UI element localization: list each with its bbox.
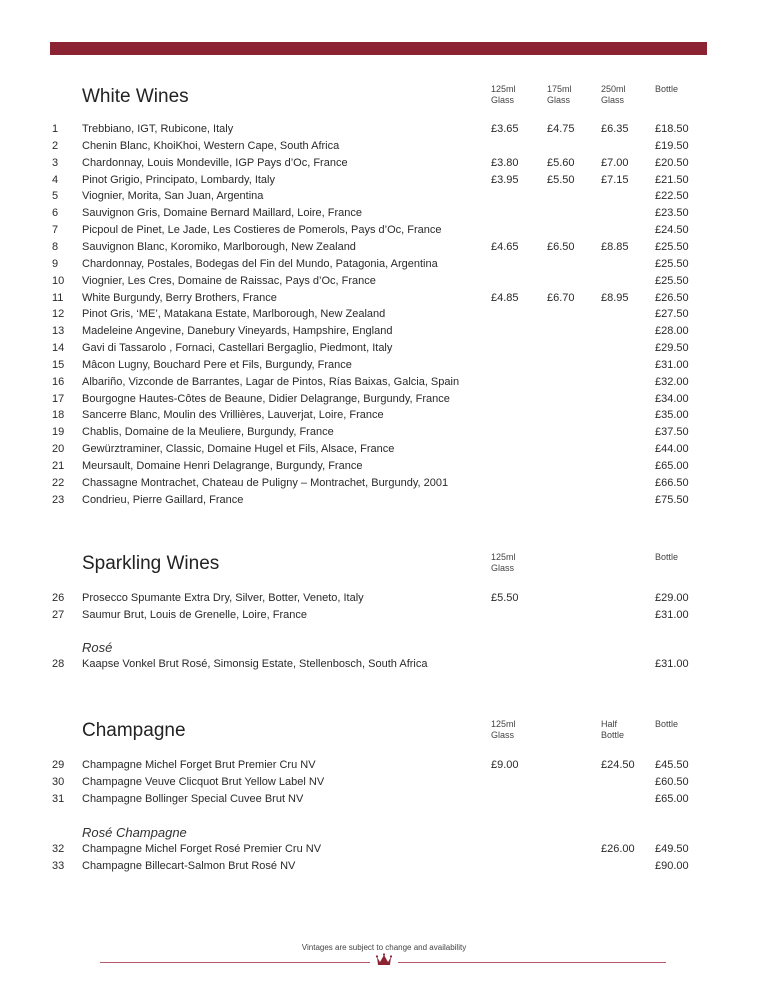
item-number: 16 [52, 375, 65, 388]
price-125ml: £3.80 [491, 156, 519, 169]
champagne-header-bottle: Bottle [655, 719, 679, 729]
item-name: Champagne Michel Forget Rosé Premier Cru NV [82, 843, 322, 855]
item-number: 27 [52, 609, 65, 621]
item-name: Chardonnay, Postales, Bodegas del Fin del Mundo, Patagonia, Argentina [82, 257, 438, 270]
price-bottle: £26.50 [655, 291, 689, 304]
sparkling-header-125: 125ml Glass [491, 552, 516, 573]
item-name: Meursault, Domaine Henri Delagrange, Burgundy, France [82, 460, 363, 472]
item-name: Bourgogne Hautes-Côtes de Beaune, Didier Delagrange, Burgundy, France [82, 392, 450, 405]
item-number: 2 [52, 139, 59, 152]
item-number: 20 [52, 443, 65, 456]
list-item [0, 843, 768, 860]
price-bottle: £49.50 [655, 843, 689, 855]
item-number: 3 [52, 156, 59, 169]
price-bottle: £44.00 [655, 443, 689, 456]
price-175ml: £5.60 [547, 156, 575, 169]
price-bottle: £65.00 [655, 793, 689, 805]
item-name: Gavi di Tassarolo , Fornaci, Castellari Bergaglio, Piedmont, Italy [82, 342, 393, 355]
sparkling-rose-subheading: Rosé [82, 640, 113, 655]
price-bottle: £23.50 [655, 207, 689, 220]
item-number: 14 [52, 342, 65, 355]
champagne-header-half: Half Bottle [601, 719, 625, 740]
list-item [0, 123, 768, 140]
item-name: Prosecco Spumante Extra Dry, Silver, Botter, Veneto, Italy [82, 592, 364, 604]
white-header-175: 175ml Glass [547, 84, 572, 105]
footer-note: Vintages are subject to change and availability [301, 943, 467, 952]
rose-champagne-subheading: Rosé Champagne [82, 825, 187, 840]
item-number: 4 [52, 173, 59, 186]
item-number: 30 [52, 776, 65, 788]
price-250ml: £8.85 [601, 240, 629, 253]
list-item [0, 426, 768, 443]
item-number: 33 [52, 860, 65, 872]
price-bottle: £18.50 [655, 123, 689, 135]
list-item [0, 860, 768, 877]
price-bottle: £25.50 [655, 240, 689, 253]
item-name: Kaapse Vonkel Brut Rosé, Simonsig Estate, Stellenbosch, South Africa [82, 658, 428, 670]
price-bottle: £75.50 [655, 493, 689, 506]
sparkling-wines-title: Sparkling Wines [82, 553, 220, 574]
price-bottle: £31.00 [655, 358, 689, 371]
footer-divider-right [398, 962, 666, 963]
price-175ml: £6.70 [547, 291, 575, 304]
item-number: 6 [52, 207, 59, 220]
price-125ml: £4.85 [491, 291, 519, 304]
item-number: 10 [52, 274, 65, 287]
crown-icon [376, 953, 392, 967]
list-item [0, 793, 768, 810]
list-item [0, 393, 768, 410]
item-name: Pinot Grigio, Principato, Lombardy, Italy [82, 173, 275, 186]
item-name: Chablis, Domaine de la Meuliere, Burgundy, France [82, 426, 334, 439]
white-header-125: 125ml Glass [491, 84, 516, 105]
white-wines-title: White Wines [82, 86, 189, 107]
price-bottle: £27.50 [655, 308, 689, 321]
item-name: Chenin Blanc, KhoiKhoi, Western Cape, South Africa [82, 139, 340, 152]
item-name: Condrieu, Pierre Gaillard, France [82, 493, 244, 506]
list-item [0, 609, 768, 626]
item-number: 17 [52, 392, 65, 405]
item-number: 18 [52, 409, 65, 422]
price-250ml: £7.00 [601, 156, 629, 169]
list-item [0, 359, 768, 376]
price-bottle: £20.50 [655, 156, 689, 169]
list-item [0, 342, 768, 359]
list-item [0, 376, 768, 393]
list-item [0, 592, 768, 609]
list-item [0, 325, 768, 342]
item-number: 31 [52, 793, 65, 805]
item-number: 1 [52, 123, 59, 135]
price-bottle: £34.00 [655, 392, 689, 405]
item-name: Trebbiano, IGT, Rubicone, Italy [82, 123, 234, 135]
list-item [0, 190, 768, 207]
item-name: Saumur Brut, Louis de Grenelle, Loire, France [82, 609, 308, 621]
price-bottle: £28.00 [655, 325, 689, 338]
item-name: Madeleine Angevine, Danebury Vineyards, Hampshire, England [82, 325, 393, 338]
price-bottle: £21.50 [655, 173, 689, 186]
price-bottle: £31.00 [655, 609, 689, 621]
price-bottle: £29.00 [655, 592, 689, 604]
price-bottle: £19.50 [655, 139, 689, 152]
item-name: Sauvignon Blanc, Koromiko, Marlborough, New Zealand [82, 240, 356, 253]
item-name: Sauvignon Gris, Domaine Bernard Maillard, Loire, France [82, 207, 363, 220]
list-item [0, 658, 768, 675]
item-number: 19 [52, 426, 65, 439]
item-number: 12 [52, 308, 65, 321]
price-bottle: £25.50 [655, 257, 689, 270]
item-name: White Burgundy, Berry Brothers, France [82, 291, 277, 304]
list-item [0, 292, 768, 309]
list-item [0, 759, 768, 776]
item-number: 7 [52, 224, 59, 237]
list-item [0, 174, 768, 191]
sparkling-header-bottle: Bottle [655, 552, 679, 562]
item-number: 29 [52, 759, 65, 771]
item-name: Viognier, Les Cres, Domaine de Raissac, Pays d’Oc, France [82, 274, 376, 287]
price-bottle: £37.50 [655, 426, 689, 439]
item-name: Picpoul de Pinet, Le Jade, Les Costieres de Pomerols, Pays d’Oc, France [82, 224, 442, 237]
price-half-bottle: £24.50 [601, 759, 635, 771]
price-125ml: £3.65 [491, 123, 519, 135]
price-bottle: £25.50 [655, 274, 689, 287]
list-item [0, 460, 768, 477]
price-bottle: £22.50 [655, 190, 689, 203]
item-name: Viognier, Morita, San Juan, Argentina [82, 190, 264, 203]
item-name: Champagne Billecart-Salmon Brut Rosé NV [82, 860, 296, 872]
price-125ml: £4.65 [491, 240, 519, 253]
item-number: 5 [52, 190, 59, 203]
list-item [0, 494, 768, 511]
price-125ml: £9.00 [491, 759, 519, 771]
price-250ml: £8.95 [601, 291, 629, 304]
item-name: Sancerre Blanc, Moulin des Vrillières, Lauverjat, Loire, France [82, 409, 384, 422]
list-item [0, 275, 768, 292]
list-item [0, 157, 768, 174]
list-item [0, 207, 768, 224]
price-bottle: £65.00 [655, 460, 689, 472]
list-item [0, 776, 768, 793]
item-number: 9 [52, 257, 59, 270]
price-250ml: £6.35 [601, 123, 629, 135]
price-175ml: £5.50 [547, 173, 575, 186]
price-bottle: £24.50 [655, 224, 689, 237]
list-item [0, 258, 768, 275]
item-name: Champagne Bollinger Special Cuvee Brut NV [82, 793, 304, 805]
item-number: 21 [52, 460, 65, 472]
item-name: Champagne Michel Forget Brut Premier Cru NV [82, 759, 316, 771]
header-bar [50, 42, 707, 55]
item-name: Mâcon Lugny, Bouchard Pere et Fils, Burgundy, France [82, 358, 352, 371]
item-number: 26 [52, 592, 65, 604]
price-bottle: £45.50 [655, 759, 689, 771]
list-item [0, 241, 768, 258]
item-number: 11 [52, 291, 64, 304]
item-number: 28 [52, 658, 65, 670]
price-250ml: £7.15 [601, 173, 629, 186]
footer-divider-left [100, 962, 370, 963]
white-header-250: 250ml Glass [601, 84, 626, 105]
price-125ml: £5.50 [491, 592, 519, 604]
price-bottle: £32.00 [655, 375, 689, 388]
list-item [0, 308, 768, 325]
item-number: 15 [52, 358, 65, 371]
list-item [0, 409, 768, 426]
item-name: Champagne Veuve Clicquot Brut Yellow Label NV [82, 776, 325, 788]
white-header-bottle: Bottle [655, 84, 679, 94]
item-name: Pinot Gris, ‘ME’, Matakana Estate, Marlborough, New Zealand [82, 308, 386, 321]
price-bottle: £60.50 [655, 776, 689, 788]
list-item [0, 140, 768, 157]
item-number: 32 [52, 843, 65, 855]
list-item [0, 477, 768, 494]
list-item [0, 224, 768, 241]
item-name: Gewürztraminer, Classic, Domaine Hugel et Fils, Alsace, France [82, 443, 395, 456]
price-bottle: £29.50 [655, 342, 689, 355]
price-175ml: £6.50 [547, 240, 575, 253]
champagne-header-125: 125ml Glass [491, 719, 516, 740]
item-name: Chardonnay, Louis Mondeville, IGP Pays d’Oc, France [82, 156, 348, 169]
list-item [0, 443, 768, 460]
item-number: 23 [52, 493, 65, 506]
price-bottle: £90.00 [655, 860, 689, 872]
item-number: 22 [52, 476, 65, 489]
price-half-bottle: £26.00 [601, 843, 635, 855]
price-175ml: £4.75 [547, 123, 575, 135]
item-name: Albariño, Vizconde de Barrantes, Lagar de Pintos, Rías Baixas, Galcia, Spain [82, 375, 460, 388]
price-bottle: £31.00 [655, 658, 689, 670]
item-number: 8 [52, 240, 59, 253]
champagne-title: Champagne [82, 720, 186, 741]
price-bottle: £35.00 [655, 409, 689, 422]
price-125ml: £3.95 [491, 173, 519, 186]
item-number: 13 [52, 325, 65, 338]
item-name: Chassagne Montrachet, Chateau de Puligny – Montrachet, Burgundy, 2001 [82, 476, 449, 489]
price-bottle: £66.50 [655, 476, 689, 489]
